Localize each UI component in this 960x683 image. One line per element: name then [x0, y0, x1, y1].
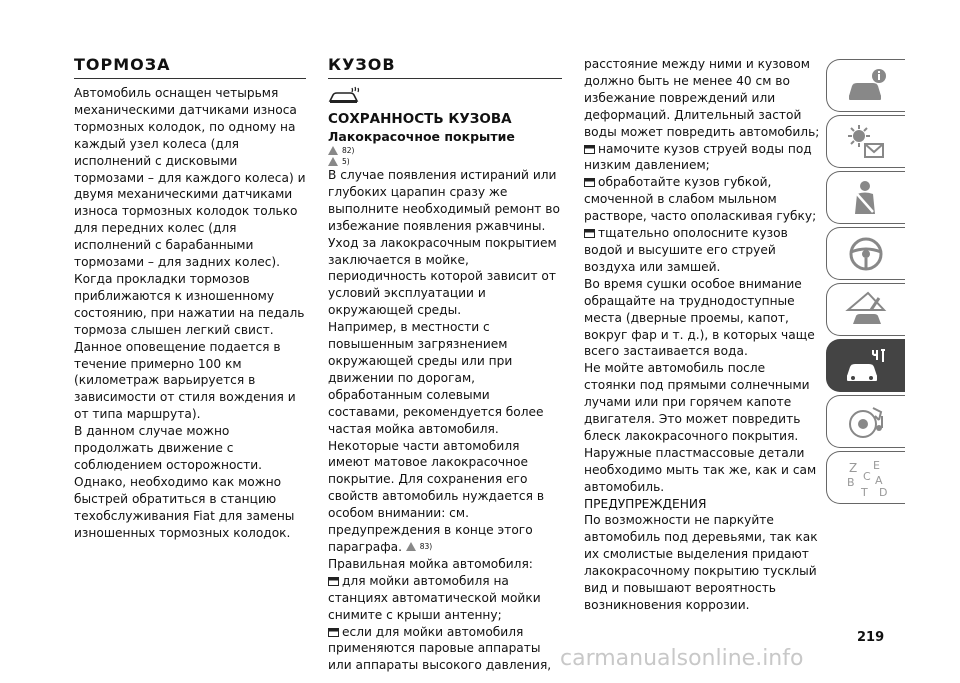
bullet-icon	[328, 576, 339, 586]
bullet-item: намочите кузов струей воды под низким давлением;	[584, 141, 812, 173]
paragraph: Не мойте автомобиль после стоянки под прямыми солнечными лучами или при горячем капоте двигателя. Это может повредить блеск лакокрасочного покрытия.	[584, 361, 810, 443]
paragraph: В данном случае можно продолжать движение с соблюдением осторожности.	[74, 424, 263, 472]
warning-ref: 82)	[328, 145, 562, 156]
index-letter: Z	[849, 460, 858, 475]
bullet-icon	[328, 627, 339, 637]
tab-warning-lights[interactable]	[826, 115, 905, 168]
paragraph: Во время сушки особое внимание обращайте на труднодоступные места (дверные проемы, капот, вокруг фар и т. д.), в которых чаще всего застаивается вода.	[584, 276, 815, 359]
paragraph: Например, в местности с повышенным загрязнением окружающей среды или при движении по дорогам, обработанным солевыми составами, рекомендуется более частая мойка автомобиля.	[328, 320, 544, 436]
seat-belt-icon	[843, 178, 889, 218]
tab-starting-driving[interactable]	[826, 227, 905, 280]
paragraph: Правильная мойка автомобиля:	[328, 556, 533, 571]
tab-index[interactable]	[826, 451, 905, 504]
paragraph: Наружные пластмассовые детали необходимо мыть так же, как и сам автомобиль.	[584, 445, 817, 494]
tab-safety[interactable]	[826, 171, 905, 224]
bullet-item: если для мойки автомобиля применяются паровые аппараты или аппараты высокого давления,	[328, 624, 552, 673]
index-letter: B	[847, 475, 855, 489]
paragraph: Однако, необходимо как можно быстрей обратиться в станцию техобслуживания Fiat для замены изношенных тормозных колодок.	[74, 474, 295, 540]
index-letter: T	[861, 485, 868, 498]
bullet-item: тщательно ополосните кузов водой и высушите его струей воздуха или замшей.	[584, 226, 788, 274]
paragraph: Некоторые части автомобиля имеют матовое лакокрасочное покрытие. Для сохранения его свойств автомобиль нуждается в особом внимании: см. предупреждения в конце этого параграфа. 83)	[328, 438, 545, 554]
warning-triangle-icon	[406, 542, 416, 551]
page-number: 219	[857, 630, 885, 645]
paragraph: В случае появления истираний или глубоких царапин сразу же выполните необходимый ремонт во избежание появления ржавчины.	[328, 168, 560, 233]
index-letter: A	[875, 473, 883, 487]
tab-maintenance[interactable]	[826, 339, 905, 392]
warning-ref: 5)	[328, 156, 562, 167]
column-body	[328, 56, 562, 674]
tab-emergency[interactable]	[826, 283, 905, 336]
section-title-brakes: ТОРМОЗА	[74, 56, 306, 79]
breakdown-icon	[843, 290, 889, 330]
paragraph: Автомобиль оснащен четырьмя механическими датчиками износа тормозных колодок, по одному на каждый узел колеса (для исполнений с дисковыми тормозами – для каждого колеса) и двумя механическими датчиками износа тормозных колодок только для передних колес (для исполнений с барабанными тормозами – для задних колес).	[74, 86, 306, 270]
section-title-body: КУЗОВ	[328, 56, 562, 79]
bullet-item: для мойки автомобиля на станциях автоматической мойки снимите с крыши антенну;	[328, 573, 541, 622]
car-wash-icon	[328, 85, 562, 105]
bullet-icon	[584, 177, 595, 187]
chapter-tabs	[826, 59, 906, 507]
warning-triangle-icon	[328, 146, 338, 155]
car-maintenance-icon	[843, 346, 889, 386]
index-letter: C	[863, 469, 871, 483]
index-letter: E	[873, 458, 880, 472]
column-body-continued	[584, 56, 820, 614]
index-letters-icon	[843, 458, 889, 498]
heading-warnings: ПРЕДУПРЕЖДЕНИЯ	[584, 496, 707, 511]
steering-wheel-icon	[843, 234, 889, 274]
subheading-paintwork: Лакокрасочное покрытие	[328, 129, 515, 144]
warning-lights-icon	[843, 122, 889, 162]
column-brakes	[74, 56, 306, 541]
bullet-item: обработайте кузов губкой, смоченной в слабом мыльном растворе, часто ополаскивая губку;	[584, 175, 817, 224]
tab-multimedia[interactable]	[826, 395, 905, 448]
car-info-icon	[843, 66, 889, 106]
multimedia-icon	[843, 402, 889, 442]
watermark: carmanualsonline.info	[560, 646, 804, 671]
bullet-icon	[584, 228, 595, 238]
bullet-icon	[584, 144, 595, 154]
paragraph: расстояние между ними и кузовом должно быть не менее 40 см во избежание повреждений или деформаций. Длительный застой воды может повредить автомобиль;	[584, 57, 820, 139]
paragraph: Когда прокладки тормозов приближаются к изношенному состоянию, при нажатии на педаль тормоза слышен легкий свист. Данное оповещение подается в течение примерно 100 км (километраж варьируется в зависимости от стиля вождения и от типа маршрута).	[74, 271, 305, 422]
tab-car-info[interactable]	[826, 59, 905, 112]
warning-triangle-icon	[328, 157, 338, 166]
paragraph: По возможности не паркуйте автомобиль под деревьями, так как их смолистые выделения придают лакокрасочному покрытию тусклый вид и повышают вероятность возникновения коррозии.	[584, 513, 818, 612]
heading-body-preservation: СОХРАННОСТЬ КУЗОВА	[328, 111, 512, 127]
paragraph: Уход за лакокрасочным покрытием заключается в мойке, периодичность которой зависит от условий эксплуатации и окружающей среды.	[328, 235, 557, 318]
index-letter: D	[879, 485, 888, 498]
